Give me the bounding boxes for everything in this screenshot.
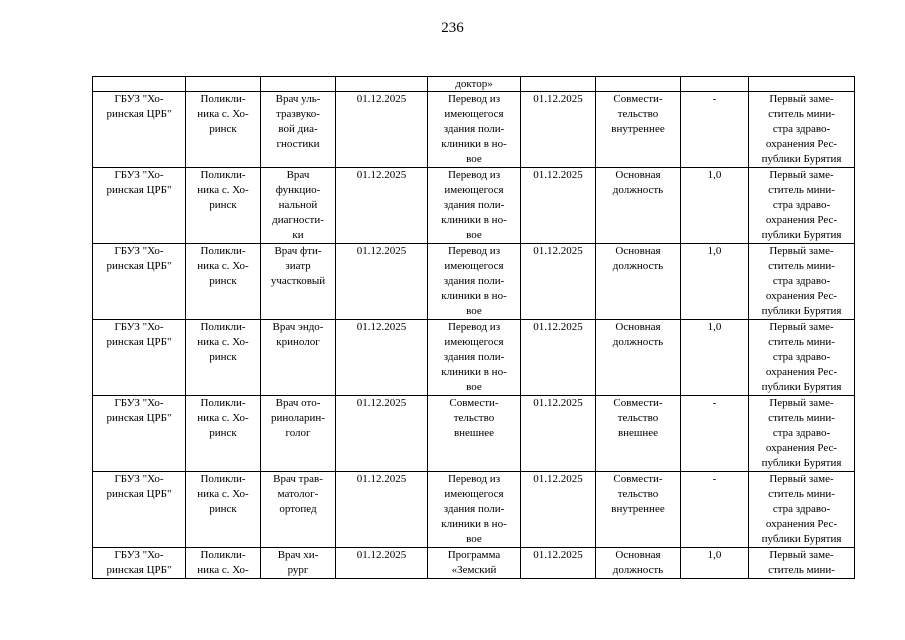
cell-approver: Первый заме- ститель мини- стра здраво- охранения Рес- публики Бурятия — [749, 320, 855, 396]
cell-date-fill: 01.12.2025 — [521, 548, 596, 579]
cell-position — [261, 77, 336, 92]
cell-institution: ГБУЗ "Хо- ринская ЦРБ" — [93, 92, 186, 168]
cell-subdivision: Поликли- ника с. Хо- ринск — [186, 92, 261, 168]
cell-institution: ГБУЗ "Хо- ринская ЦРБ" — [93, 472, 186, 548]
cell-institution: ГБУЗ "Хо- ринская ЦРБ" — [93, 168, 186, 244]
cell-subdivision: Поликли- ника с. Хо- ринск — [186, 396, 261, 472]
table-row-partial — [93, 548, 855, 579]
cell-reason: Программа «Земский — [428, 548, 521, 579]
cell-approver — [749, 77, 855, 92]
cell-subdivision: Поликли- ника с. Хо- ринск — [186, 244, 261, 320]
cell-employment-type: Основная должность — [596, 548, 681, 579]
cell-date-fill: 01.12.2025 — [521, 320, 596, 396]
cell-date-start: 01.12.2025 — [336, 92, 428, 168]
cell-rate: - — [681, 92, 749, 168]
cell-approver: Первый заме- ститель мини- стра здраво- охранения Рес- публики Бурятия — [749, 472, 855, 548]
cell-rate: - — [681, 472, 749, 548]
cell-institution: ГБУЗ "Хо- ринская ЦРБ" — [93, 244, 186, 320]
cell-position: Врач уль- тразвуко- вой диа- гностики — [261, 92, 336, 168]
cell-approver: Первый заме- ститель мини- — [749, 548, 855, 579]
table-row — [93, 320, 855, 396]
cell-date-start: 01.12.2025 — [336, 168, 428, 244]
table-row — [93, 168, 855, 244]
cell-approver: Первый заме- ститель мини- стра здраво- охранения Рес- публики Бурятия — [749, 168, 855, 244]
table-row — [93, 472, 855, 548]
cell-reason: Перевод из имеющегося здания поли- клиники в но- вое — [428, 92, 521, 168]
cell-date-fill: 01.12.2025 — [521, 396, 596, 472]
cell-date-start: 01.12.2025 — [336, 244, 428, 320]
cell-position: Врач функцио- нальной диагности- ки — [261, 168, 336, 244]
cell-employment-type: Совмести- тельство внутреннее — [596, 472, 681, 548]
cell-institution: ГБУЗ "Хо- ринская ЦРБ" — [93, 548, 186, 579]
cell-institution: ГБУЗ "Хо- ринская ЦРБ" — [93, 320, 186, 396]
cell-reason: Совмести- тельство внешнее — [428, 396, 521, 472]
cell-approver: Первый заме- ститель мини- стра здраво- охранения Рес- публики Бурятия — [749, 396, 855, 472]
cell-position: Врач ото- риноларин- голог — [261, 396, 336, 472]
cell-rate: 1,0 — [681, 168, 749, 244]
cell-date-start: 01.12.2025 — [336, 472, 428, 548]
cell-position: Врач фти- зиатр участковый — [261, 244, 336, 320]
cell-employment-type: Совмести- тельство внешнее — [596, 396, 681, 472]
cell-employment-type: Основная должность — [596, 168, 681, 244]
cell-date-start: 01.12.2025 — [336, 396, 428, 472]
cell-rate: - — [681, 396, 749, 472]
staffing-table — [92, 76, 855, 579]
cell-date-start: 01.12.2025 — [336, 548, 428, 579]
cell-position: Врач эндо- кринолог — [261, 320, 336, 396]
cell-reason: Перевод из имеющегося здания поли- клиники в но- вое — [428, 168, 521, 244]
cell-reason: Перевод из имеющегося здания поли- клиники в но- вое — [428, 320, 521, 396]
cell-date-fill: 01.12.2025 — [521, 244, 596, 320]
cell-institution — [93, 77, 186, 92]
cell-employment-type: Основная должность — [596, 320, 681, 396]
cell-date-start — [336, 77, 428, 92]
cell-employment-type: Совмести- тельство внутреннее — [596, 92, 681, 168]
cell-date-fill: 01.12.2025 — [521, 168, 596, 244]
cell-approver: Первый заме- ститель мини- стра здраво- охранения Рес- публики Бурятия — [749, 92, 855, 168]
cell-date-fill: 01.12.2025 — [521, 472, 596, 548]
cell-rate: 1,0 — [681, 320, 749, 396]
cell-reason: Перевод из имеющегося здания поли- клиники в но- вое — [428, 244, 521, 320]
cell-subdivision: Поликли- ника с. Хо- ринск — [186, 472, 261, 548]
table-row — [93, 396, 855, 472]
cell-position: Врач хи- рург — [261, 548, 336, 579]
cell-date-start: 01.12.2025 — [336, 320, 428, 396]
cell-reason: Перевод из имеющегося здания поли- клиники в но- вое — [428, 472, 521, 548]
cell-subdivision — [186, 77, 261, 92]
cell-rate: 1,0 — [681, 244, 749, 320]
cell-approver: Первый заме- ститель мини- стра здраво- охранения Рес- публики Бурятия — [749, 244, 855, 320]
cell-rate: 1,0 — [681, 548, 749, 579]
cell-institution: ГБУЗ "Хо- ринская ЦРБ" — [93, 396, 186, 472]
cell-employment-type: Основная должность — [596, 244, 681, 320]
cell-employment-type — [596, 77, 681, 92]
table-row — [93, 92, 855, 168]
table-row — [93, 244, 855, 320]
cell-reason: доктор» — [428, 77, 521, 92]
table-body — [93, 77, 855, 579]
cell-date-fill — [521, 77, 596, 92]
cell-subdivision: Поликли- ника с. Хо- — [186, 548, 261, 579]
cell-subdivision: Поликли- ника с. Хо- ринск — [186, 320, 261, 396]
cell-subdivision: Поликли- ника с. Хо- ринск — [186, 168, 261, 244]
page-number: 236 — [441, 20, 464, 36]
cell-date-fill: 01.12.2025 — [521, 92, 596, 168]
cell-position: Врач трав- матолог- ортопед — [261, 472, 336, 548]
table-row-continued — [93, 77, 855, 92]
cell-rate — [681, 77, 749, 92]
